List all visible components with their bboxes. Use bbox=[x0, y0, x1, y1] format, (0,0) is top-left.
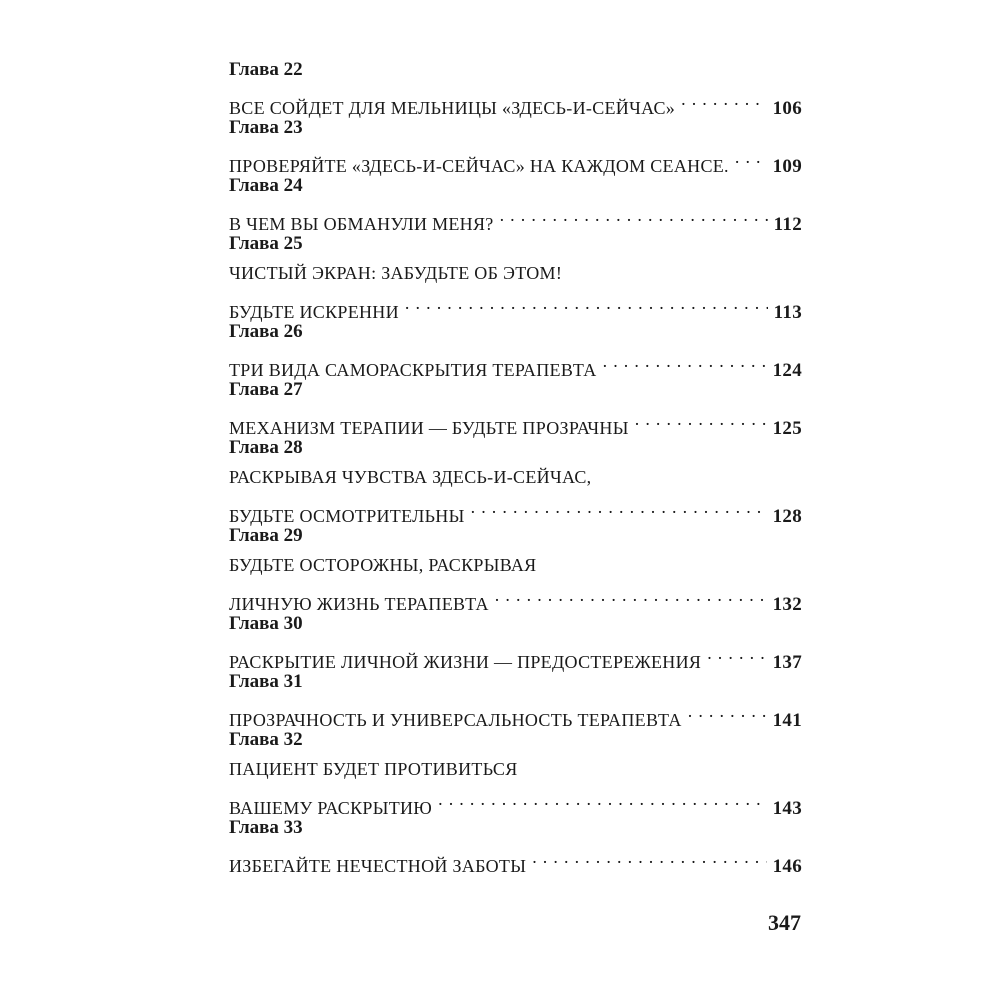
chapter-title-line bbox=[229, 462, 802, 492]
chapter-title: БУДЬТЕ ОСМОТРИТЕЛЬНЫ bbox=[229, 506, 465, 526]
chapter-title: ВСЕ СОЙДЕТ ДЛЯ МЕЛЬНИЦЫ «ЗДЕСЬ-И-СЕЙЧАС» bbox=[229, 98, 676, 118]
chapter-title-line bbox=[229, 142, 802, 177]
toc-entry bbox=[229, 230, 802, 323]
dot-leader bbox=[405, 288, 768, 318]
chapter-title-line bbox=[229, 346, 802, 381]
dot-leader bbox=[471, 492, 767, 522]
chapter-label: Глава 23 bbox=[229, 117, 303, 138]
chapter-label: Глава 31 bbox=[229, 671, 303, 692]
chapter-title: МЕХАНИЗМ ТЕРАПИИ — БУДЬТЕ ПРОЗРАЧНЫ bbox=[229, 418, 629, 438]
toc-entry bbox=[229, 726, 802, 819]
chapter-page-number: 137 bbox=[772, 652, 802, 673]
chapter-title: ВАШЕМУ РАСКРЫТИЮ bbox=[229, 798, 433, 818]
dot-leader bbox=[532, 842, 766, 872]
chapter-page-number: 125 bbox=[772, 418, 802, 439]
chapter-title-line bbox=[229, 580, 802, 615]
chapter-title-line bbox=[229, 550, 802, 580]
chapter-title: ПРОЗРАЧНОСТЬ И УНИВЕРСАЛЬНОСТЬ ТЕРАПЕВТА bbox=[229, 710, 682, 730]
chapter-title-line bbox=[229, 84, 802, 119]
chapter-title: ЧИСТЫЙ ЭКРАН: ЗАБУДЬТЕ ОБ ЭТОМ! bbox=[229, 263, 563, 283]
chapter-title: БУДЬТЕ ИСКРЕННИ bbox=[229, 302, 399, 322]
dot-leader bbox=[495, 580, 767, 610]
chapter-page-number: 113 bbox=[773, 302, 802, 323]
chapter-page-number: 132 bbox=[772, 594, 802, 615]
chapter-page-number: 146 bbox=[772, 856, 802, 877]
chapter-page-number: 143 bbox=[772, 798, 802, 819]
chapter-title: БУДЬТЕ ОСТОРОЖНЫ, РАСКРЫВАЯ bbox=[229, 555, 537, 575]
chapter-label: Глава 29 bbox=[229, 525, 303, 546]
chapter-title-line bbox=[229, 754, 802, 784]
dot-leader bbox=[635, 404, 767, 434]
chapter-title: ПРОВЕРЯЙТЕ «ЗДЕСЬ-И-СЕЙЧАС» НА КАЖДОМ СЕАНСЕ. bbox=[229, 156, 729, 176]
chapter-label: Глава 24 bbox=[229, 175, 303, 196]
toc-entry bbox=[229, 522, 802, 615]
chapter-label: Глава 25 bbox=[229, 233, 303, 254]
dot-leader bbox=[735, 142, 767, 172]
chapter-title-line bbox=[229, 492, 802, 527]
chapter-title-line bbox=[229, 638, 802, 673]
dot-leader bbox=[500, 200, 768, 230]
chapter-title: ТРИ ВИДА САМОРАСКРЫТИЯ ТЕРАПЕВТА bbox=[229, 360, 597, 380]
chapter-title: РАСКРЫТИЕ ЛИЧНОЙ ЖИЗНИ — ПРЕДОСТЕРЕЖЕНИЯ bbox=[229, 652, 702, 672]
dot-leader bbox=[688, 696, 767, 726]
chapter-title: ЛИЧНУЮ ЖИЗНЬ ТЕРАПЕВТА bbox=[229, 594, 489, 614]
chapter-label: Глава 28 bbox=[229, 437, 303, 458]
chapter-page-number: 141 bbox=[772, 710, 802, 731]
chapter-label: Глава 27 bbox=[229, 379, 303, 400]
chapter-page-number: 106 bbox=[772, 98, 802, 119]
chapter-title: В ЧЕМ ВЫ ОБМАНУЛИ МЕНЯ? bbox=[229, 214, 494, 234]
chapter-title-line bbox=[229, 258, 802, 288]
chapter-label: Глава 22 bbox=[229, 59, 303, 80]
chapter-title-line bbox=[229, 842, 802, 877]
chapter-page-number: 112 bbox=[773, 214, 802, 235]
chapter-title-line bbox=[229, 784, 802, 819]
chapter-page-number: 128 bbox=[772, 506, 802, 527]
chapter-label: Глава 30 bbox=[229, 613, 303, 634]
dot-leader bbox=[438, 784, 766, 814]
page-number: 347 bbox=[768, 910, 801, 935]
chapter-title-line bbox=[229, 200, 802, 235]
chapter-label: Глава 32 bbox=[229, 729, 303, 750]
chapter-label: Глава 26 bbox=[229, 321, 303, 342]
dot-leader bbox=[707, 638, 766, 668]
table-of-contents bbox=[229, 56, 802, 877]
chapter-title: ПАЦИЕНТ БУДЕТ ПРОТИВИТЬСЯ bbox=[229, 759, 518, 779]
dot-leader bbox=[603, 346, 767, 376]
toc-entry bbox=[229, 56, 802, 119]
chapter-label: Глава 33 bbox=[229, 817, 303, 838]
chapter-title: ИЗБЕГАЙТЕ НЕЧЕСТНОЙ ЗАБОТЫ bbox=[229, 856, 527, 876]
chapter-title-line bbox=[229, 696, 802, 731]
dot-leader bbox=[681, 84, 766, 114]
toc-entry bbox=[229, 434, 802, 527]
chapter-page-number: 124 bbox=[772, 360, 802, 381]
chapter-page-number: 109 bbox=[772, 156, 802, 177]
chapter-title: РАСКРЫВАЯ ЧУВСТВА ЗДЕСЬ-И-СЕЙЧАС, bbox=[229, 467, 592, 487]
chapter-title-line bbox=[229, 404, 802, 439]
chapter-title-line bbox=[229, 288, 802, 323]
